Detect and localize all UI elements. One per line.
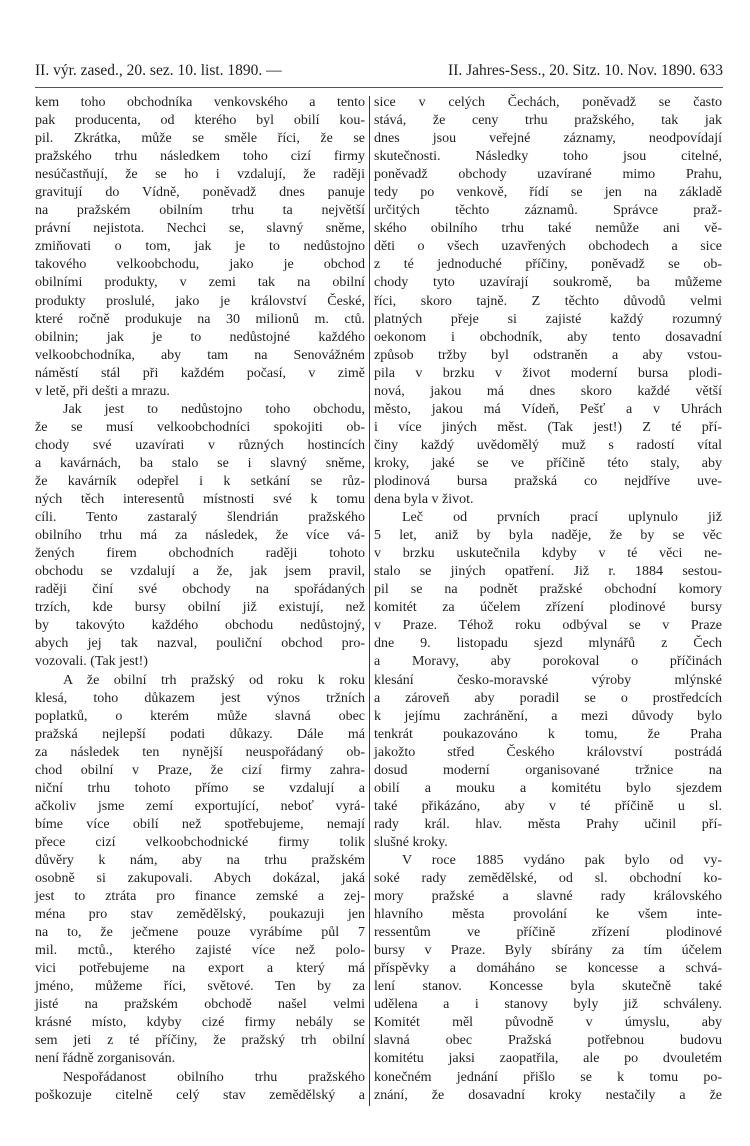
text-line: komitét za účelem zřízení plodinové bursy bbox=[374, 600, 722, 616]
text-line: nesúčastňují, že se ho i vzdalují, že raději bbox=[35, 167, 365, 183]
text-line: ressentům ve příčině zřízení plodinové bbox=[374, 925, 722, 941]
text-line: lení stanov. Koncesse byla skutečně také bbox=[374, 979, 722, 995]
text-line: klesání česko-moravské výroby mlýnské bbox=[374, 672, 722, 688]
text-line: dnes jsou veřejné záznamy, neodpovídají bbox=[374, 131, 722, 147]
text-line: způsob tržby byl odstraněn a aby vstou- bbox=[374, 347, 722, 363]
text-line: vici potřebujeme na export a který má bbox=[35, 961, 365, 977]
text-line: ných těch interesentů místnosti své k tomu bbox=[35, 492, 365, 508]
text-line: gravitují do Vídně, poněvadž dnes panuje bbox=[35, 185, 365, 201]
text-line: říci, skoro tajně. Z těchto důvodů velmi bbox=[374, 293, 722, 309]
text-line: jméno, můžeme říci, světové. Ten by za bbox=[35, 979, 365, 995]
text-line: obilního trhu má za následek, že více vá- bbox=[35, 528, 365, 544]
text-line: příspěvky a domáháno se koncesse a schvá- bbox=[374, 961, 722, 977]
text-line: pil. Zkrátka, může se směle říci, že se bbox=[35, 131, 365, 147]
text-line: pražského trhu následkem toho cizí firmy bbox=[35, 149, 365, 165]
text-line: niční trhu tohoto přímo se vzdalují a bbox=[35, 780, 365, 796]
text-line: oekonom i obchodník, aby tento dosavadní bbox=[374, 329, 722, 345]
text-line: klesá, toho důkazem jest výnos tržních bbox=[35, 690, 365, 706]
text-line: tenkrát poukazováno k tomu, že Praha bbox=[374, 726, 722, 742]
text-line: děti o všech uzavřených obchodech a sice bbox=[374, 239, 722, 255]
text-line: které ročně produkuje na 30 milionů m. ctů. bbox=[35, 311, 365, 327]
text-line: v letě, při dešti a mrazu. bbox=[35, 383, 170, 399]
text-line: tedy po venkově, řídí se jen na základě bbox=[374, 185, 722, 201]
text-line: na pražském obilním trhu ta největší bbox=[35, 203, 365, 219]
text-line: město, jakou má Vídeň, Pešť a v Uhrách bbox=[374, 401, 722, 417]
running-header bbox=[35, 62, 723, 80]
text-line: stává, že ceny trhu pražského, tak jak bbox=[374, 113, 722, 129]
text-line: bursy v Praze. Byly sbírány za tím účelem bbox=[374, 943, 722, 959]
text-line: není řádně zorganisován. bbox=[35, 1051, 176, 1067]
text-line: plodinová bursa pražská co nejdříve uve- bbox=[374, 473, 722, 489]
text-line: a zároveň aby poradil se o prostředcích bbox=[374, 690, 722, 706]
text-line: mory pražské a slavné rady královského bbox=[374, 889, 722, 905]
text-line: pražská nejlepší podati důkazy. Dále má bbox=[35, 726, 365, 742]
text-line: by takovýto každého obchodu nedůstojný, bbox=[35, 618, 365, 634]
text-line: ského obilního trhu také nemůže ani vě- bbox=[374, 221, 722, 237]
text-line: důvěry k nám, aby na trhu pražském bbox=[35, 852, 365, 868]
text-line: Jak jest to nedůstojno toho obchodu, bbox=[63, 401, 365, 417]
text-line: abych jej tak nazval, pouliční obchod pro- bbox=[35, 636, 365, 652]
text-line: zmiňovati o tom, jak je to nedůstojno bbox=[35, 239, 365, 255]
text-line: V roce 1885 vydáno pak bylo od vy- bbox=[402, 852, 722, 868]
text-line: kem toho obchodníka venkovského a tento bbox=[35, 95, 365, 110]
text-line: vozovali. (Tak jest!) bbox=[35, 654, 148, 670]
text-line: produkty proslulé, jako je království České, bbox=[35, 293, 365, 309]
text-line: cíli. Tento zastaralý šlendrián pražského bbox=[35, 510, 365, 526]
text-line: kroky, jaké se ve příčině této staly, aby bbox=[374, 455, 722, 471]
text-line: mil. mctů., kterého zajisté více než polo- bbox=[35, 943, 365, 959]
column-divider bbox=[369, 96, 370, 1106]
text-line: obilními produkty, v zemi tak na obilní bbox=[35, 275, 365, 291]
text-line: krásné místo, kdyby cizé firmy nebály se bbox=[35, 1015, 365, 1031]
text-line: poněvadž obchody uzavírané mimo Prahu, bbox=[374, 167, 722, 183]
text-line: A že obilní trh pražský od roku k roku bbox=[63, 672, 365, 688]
text-line: dena byla v život. bbox=[374, 492, 474, 508]
text-line: obilnin; jak je to nedůstojné každého bbox=[35, 329, 365, 345]
text-line: a Moravy, aby porokoval o příčinách bbox=[374, 654, 722, 670]
text-line: určitých těchto záznamů. Správce praž- bbox=[374, 203, 722, 219]
text-line: přece cizí velkoobchodnické firmy tolik bbox=[35, 834, 365, 850]
text-line: ména pro stav zemědělský, poukazuji jen bbox=[35, 907, 365, 923]
text-line: a kavárnách, ba stalo se i slavný sněme, bbox=[35, 455, 365, 471]
text-line: náměstí stál při každém počasí, v zimě bbox=[35, 365, 365, 381]
text-line: pila v brzku v život moderní bursa plodi- bbox=[374, 365, 722, 381]
text-line: konečném jednání přišlo se k tomu po- bbox=[374, 1069, 722, 1085]
text-line: udělena a i stanovy byly již schváleny. bbox=[374, 997, 722, 1013]
text-line: bíme více obilí než spotřebujeme, nemají bbox=[35, 816, 365, 832]
text-line: 5 let, aniž by byla naděje, že by se věc bbox=[374, 528, 722, 544]
text-line: pak producenta, od kterého byl obilí kou- bbox=[35, 113, 365, 129]
text-line: skutečnosti. Následky toho jsou citelné, bbox=[374, 149, 722, 165]
right-column bbox=[374, 94, 722, 1105]
text-line: k jejímu zachránění, a mezi důvody bylo bbox=[374, 708, 722, 724]
text-line: rady král. hlav. města Prahy učinil pří- bbox=[374, 816, 722, 832]
text-line: Komitét měl původně v úmyslu, aby bbox=[374, 1015, 722, 1031]
text-line: také přikázáno, aby v té příčině u sl. bbox=[374, 798, 722, 814]
text-line: v brzku uskutečnila kdyby v té věci ne- bbox=[374, 546, 722, 562]
text-line: i více jiných měst. (Tak jest!) Z té pří- bbox=[374, 419, 722, 435]
text-line: soké rady zemědělské, od sl. obchodní ko- bbox=[374, 871, 722, 887]
text-line: slušné kroky. bbox=[374, 834, 448, 850]
text-line: dne 9. listopadu sjezd mlynářů z Čech bbox=[374, 636, 722, 652]
text-line: sice v celých Čechách, poněvadž se často bbox=[374, 95, 722, 110]
text-line: jisté na pražském obchodě našel velmi bbox=[35, 997, 365, 1013]
left-column bbox=[35, 94, 365, 1105]
text-line: za následek ten nynější neuspořádaný ob- bbox=[35, 744, 365, 760]
text-line: poplatků, o kterém může slavná obec bbox=[35, 708, 365, 724]
text-line: platných přeje si zajisté každý rozumný bbox=[374, 311, 722, 327]
text-line: činy každý uvědomělý muž s radostí vítal bbox=[374, 437, 722, 453]
text-line: v Praze. Téhož roku odbýval se v Praze bbox=[374, 618, 722, 634]
text-line: jakožto střed Českého království postrádá bbox=[374, 744, 722, 760]
text-line: že kavárník odepřel i k setkání se růz- bbox=[35, 473, 365, 489]
text-line: poškozuje citelně celý stav zemědělský a bbox=[35, 1087, 365, 1103]
text-line: takového velkoobchodu, jako je obchod bbox=[35, 257, 365, 273]
text-line: chody své uzavírati v různých hostincích bbox=[35, 437, 365, 453]
text-line: trzích, kde bursy obilní již existují, než bbox=[35, 600, 365, 616]
text-line: raději činí své obchody na spořádaných bbox=[35, 582, 365, 598]
header-rule bbox=[35, 87, 723, 88]
text-line: jest to ztráta pro finance zemské a zej- bbox=[35, 889, 365, 905]
text-line: chody tyto uzavírají soukromě, ba můžeme bbox=[374, 275, 722, 291]
text-line: chod obilní v Praze, že cizí firmy zahra- bbox=[35, 762, 365, 778]
header-german: II. Jahres-Sess., 20. Sitz. 10. Nov. 1890. 633 bbox=[448, 62, 723, 79]
text-line: dosud moderní organisované tržnice na bbox=[374, 762, 722, 778]
text-line: z té jednoduché příčiny, poněvadž se ob- bbox=[374, 257, 722, 273]
text-line: Leč od prvních prací uplynulo již bbox=[402, 510, 722, 526]
text-line: ačkoliv jsme zemí exportující, neboť vyrá- bbox=[35, 798, 365, 814]
text-line: nová, jakou má dnes skoro každé větší bbox=[374, 383, 722, 399]
text-line: žených firem obchodních raději tohoto bbox=[35, 546, 365, 562]
header-czech: II. výr. zased., 20. sez. 10. list. 1890. — bbox=[35, 62, 282, 79]
text-line: Nespořádanost obilního trhu pražského bbox=[63, 1069, 365, 1085]
text-line: komitétu jaksi zaopatřila, ale po dvouletém bbox=[374, 1051, 722, 1067]
text-line: sem jeti z té příčiny, že pražský trh obilní bbox=[35, 1033, 365, 1049]
text-line: obilí a mouku a komitétu bylo sjezdem bbox=[374, 780, 722, 796]
text-line: právní nejistota. Nechci se, slavný sněme, bbox=[35, 221, 365, 237]
text-line: hlavního města provolání ke všem inte- bbox=[374, 907, 722, 923]
text-line: znání, že dosavadní kroky nestačily a že bbox=[374, 1087, 722, 1103]
text-line: pil se na podnět pražské obchodní komory bbox=[374, 582, 722, 598]
text-line: osobně si zakupovali. Abych dokázal, jaká bbox=[35, 871, 365, 887]
text-line: stalo se jiných opatření. Již r. 1884 sestou- bbox=[374, 564, 722, 580]
text-line: na to, že ječmene pouze vyrábíme půl 7 bbox=[35, 925, 365, 941]
text-line: velkoobchodníka, aby tam na Senovážném bbox=[35, 347, 365, 363]
text-line: že se musí velkoobchodníci spokojiti ob- bbox=[35, 419, 365, 435]
text-line: obchodu se vzdalují a že, jak jsem pravil, bbox=[35, 564, 365, 580]
text-line: slavná obec Pražská potřebnou budovu bbox=[374, 1033, 722, 1049]
